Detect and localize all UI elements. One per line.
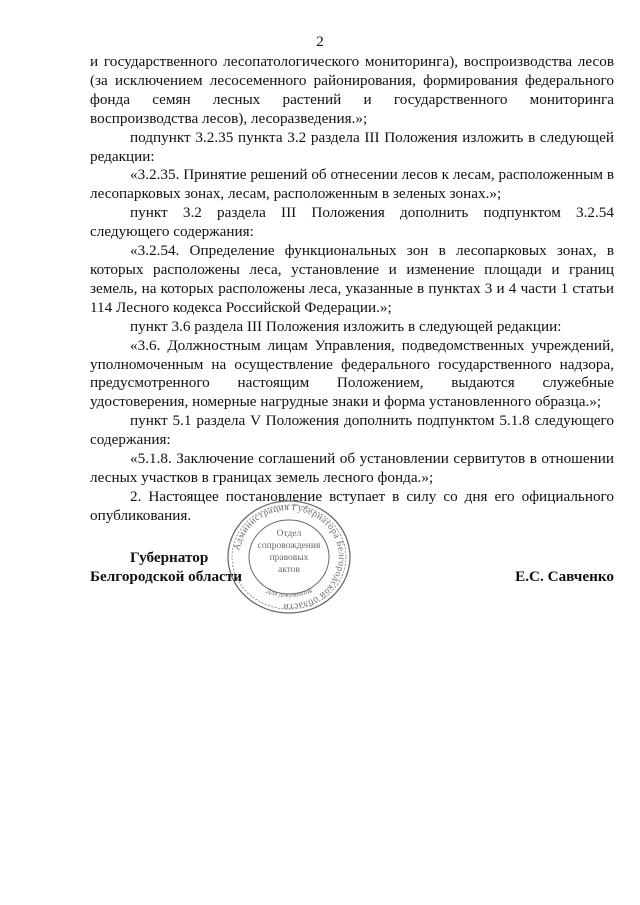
signatory-title-line2: Белгородской области [90, 567, 243, 585]
paragraph-amendment-3-6: пункт 3.6 раздела III Положения изложить в следующей редакции: [130, 317, 562, 335]
stamp-center-line-1: Отдел [276, 529, 302, 539]
official-stamp [224, 498, 354, 616]
paragraph-quote-5-1-8: «5.1.8. Заключение соглашений об установлении сервитутов в отношении лесных участков в границах земель лесного фонда.»; [90, 450, 614, 486]
stamp-bottom-text [265, 586, 314, 599]
paragraph-continuation: и государственного лесопатологического мониторинга), воспроизводства лесов (за исключением лесосеменного районирования, формирования федерального фонда семян лесных растений и государственного мониторинга воспроизводства лесов), лесоразведения.»; [90, 53, 614, 127]
page-number: 2 [316, 34, 324, 50]
stamp-center-line-4: актов [278, 565, 300, 575]
stamp-bottom-textpath: Для документов [265, 586, 314, 600]
document-body [90, 53, 614, 526]
signatory-title-line1: Губернатор [130, 549, 209, 566]
paragraph-amendment-3-2-35: подпункт 3.2.35 пункта 3.2 раздела III Положения изложить в следующей редакции: [90, 128, 614, 165]
stamp-ring-textpath: Администрация Губернатора Белгородской области [232, 502, 347, 612]
paragraph-quote-3-2-54: «3.2.54. Определение функциональных зон в лесопарковых зонах, в которых расположены леса, установление и изменение площади и границ земель, на которых расположены леса, указанные в пунктах 3 и 4 части 1 статьи 114 Лесного кодекса Российской Федерации.»; [90, 242, 614, 316]
paragraph-quote-3-2-35: «3.2.35. Принятие решений об отнесении лесов к лесам, расположенным в лесопарковых зонах, лесам, расположенным в зеленых зонах.»; [90, 166, 614, 203]
stamp-center-line-2: сопровождения [257, 541, 321, 551]
paragraph-amendment-5-1-8: пункт 5.1 раздела V Положения дополнить подпунктом 5.1.8 следующего содержания: [90, 412, 614, 449]
stamp-center-line-3: правовых [269, 553, 309, 563]
paragraph-entry-into-force: 2. Настоящее постановление вступает в силу со дня его официального опубликования. [90, 487, 614, 524]
signatory-name: Е.С. Савченко [515, 568, 614, 585]
paragraph-quote-3-6: «3.6. Должностным лицам Управления, подведомственных учреждений, уполномоченным на осуществление федерального государственного надзора, предусмотренного настоящим Положением, выдаются служебные удостоверения, номерные нагрудные знаки и форма установленного образца.»; [90, 336, 614, 411]
paragraph-amendment-3-2-54: пункт 3.2 раздела III Положения дополнить подпунктом 3.2.54 следующего содержания: [90, 204, 614, 241]
stamp-seal-icon [224, 498, 354, 616]
